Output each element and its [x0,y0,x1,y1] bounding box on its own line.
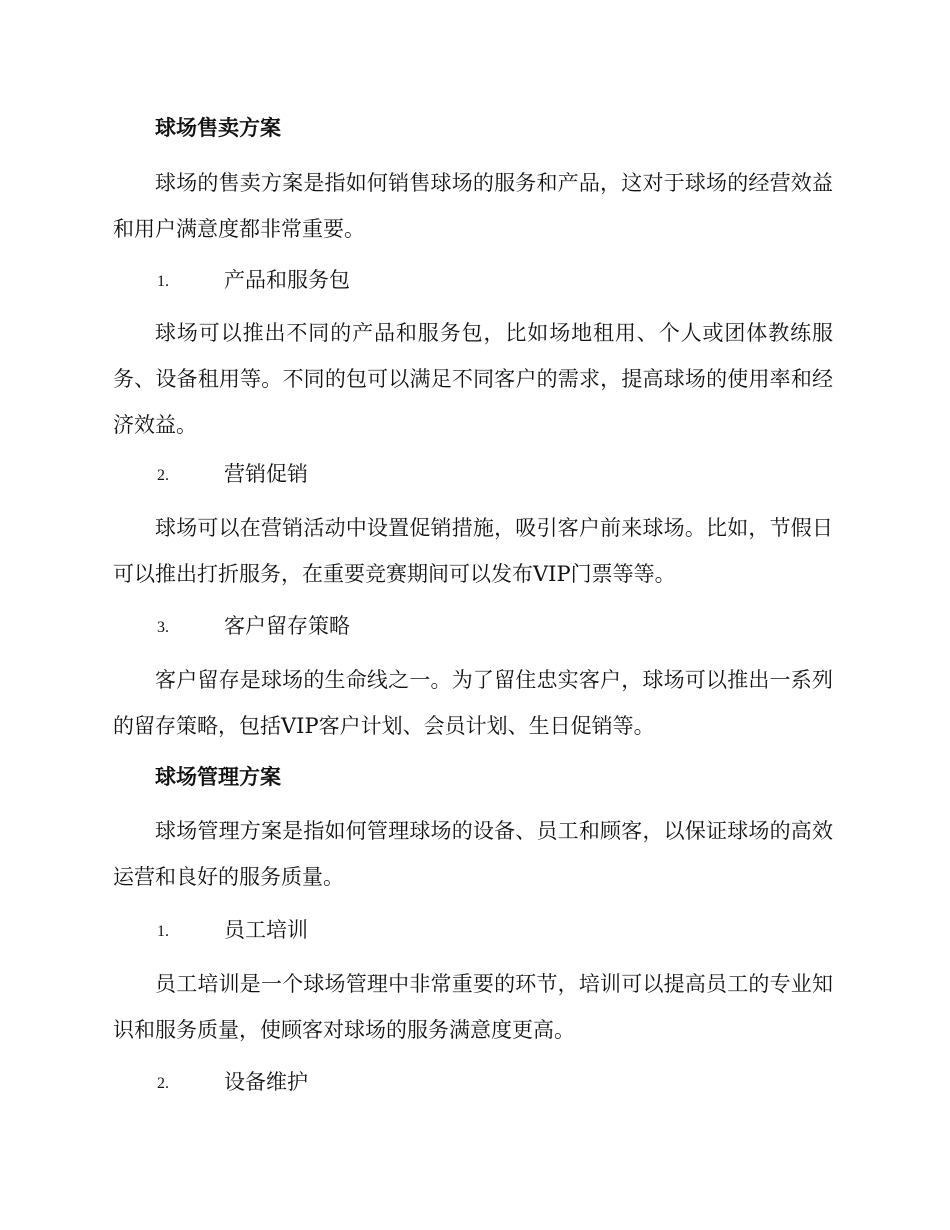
list-item-text: 球场可以在营销活动中设置促销措施，吸引客户前来球场。比如，节假日可以推出打折服务，在重要竞赛期间可以发布VIP门票等等。 [113,516,833,586]
list-item-title: 产品和服务包 [224,268,350,292]
list-item-text: 员工培训是一个球场管理中非常重要的环节，培训可以提高员工的专业知识和服务质量，使顾客对球场的服务满意度更高。 [113,972,833,1042]
section-intro: 球场的售卖方案是指如何销售球场的服务和产品，这对于球场的经营效益和用户满意度都非常重要。 [113,171,833,241]
list-item-number: 2. [157,1075,169,1092]
list-item-title: 员工培训 [224,918,308,942]
list-item-title: 营销促销 [224,462,308,486]
list-item-number: 2. [157,467,169,484]
list-item-number: 1. [157,273,169,290]
section-heading: 球场管理方案 [155,764,281,789]
list-item-number: 3. [157,619,169,636]
list-item-number: 1. [157,923,169,940]
list-item-text: 球场可以推出不同的产品和服务包，比如场地租用、个人或团体教练服务、设备租用等。不同的包可以满足不同客户的需求，提高球场的使用率和经济效益。 [113,321,833,437]
list-item-title: 设备维护 [224,1070,308,1094]
section-heading: 球场售卖方案 [155,115,281,140]
list-item-text: 客户留存是球场的生命线之一。为了留住忠实客户，球场可以推出一系列的留存策略，包括VIP客户计划、会员计划、生日促销等。 [113,668,833,738]
list-item-title: 客户留存策略 [224,614,350,638]
section-intro: 球场管理方案是指如何管理球场的设备、员工和顾客，以保证球场的高效运营和良好的服务质量。 [113,819,833,889]
